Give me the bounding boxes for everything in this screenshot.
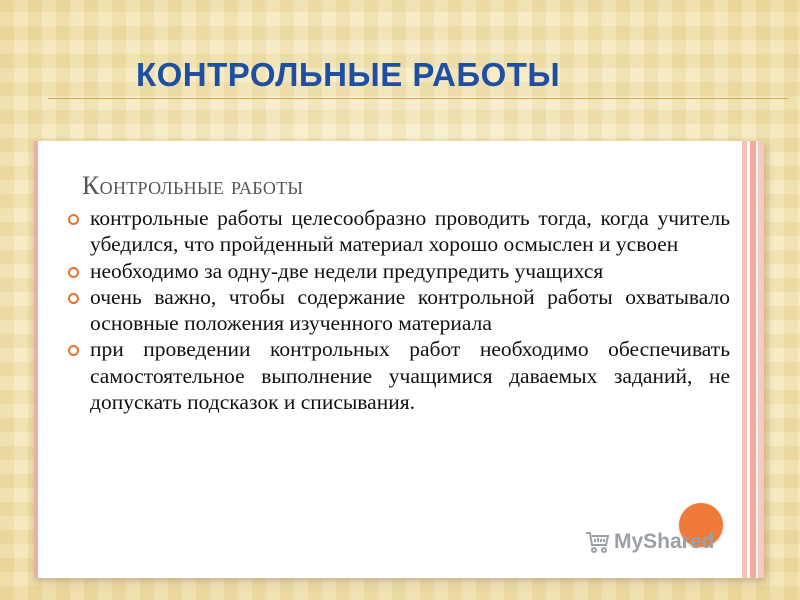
bullet-item [90,205,730,258]
watermark-text: MyShared [614,530,715,553]
bullet-list [90,205,730,415]
bullet-item [90,258,730,284]
myshared-watermark [584,530,714,554]
bullet-circle-icon [68,267,79,278]
bullet-text: контрольные работы целесообразно проводить тогда, когда учитель убедился, что пройденный материал хорошо осмыслен и усвоен [90,206,730,257]
bullet-text: при проведении контрольных работ необходимо обеспечивать самостоятельное выполнение учащимися даваемых заданий, не допускать подсказок и списывания. [90,337,730,415]
title-divider [48,98,788,99]
card-title: Контрольные работы [82,171,304,200]
decorative-stripes [736,141,764,578]
content-card [34,141,764,578]
bullet-item [90,336,730,415]
bullet-circle-icon [68,293,79,304]
bullet-text: очень важно, чтобы содержание контрольной работы охватывало основные положения изученного материала [90,284,730,336]
bullet-item [90,284,730,337]
bullet-circle-icon [68,214,79,225]
bullet-circle-icon [68,345,79,356]
myshared-logo-icon [584,530,610,554]
slide-title: КОНТРОЛЬНЫЕ РАБОТЫ [136,56,561,93]
bullet-text: необходимо за одну-две недели предупредить учащихся [90,258,604,283]
